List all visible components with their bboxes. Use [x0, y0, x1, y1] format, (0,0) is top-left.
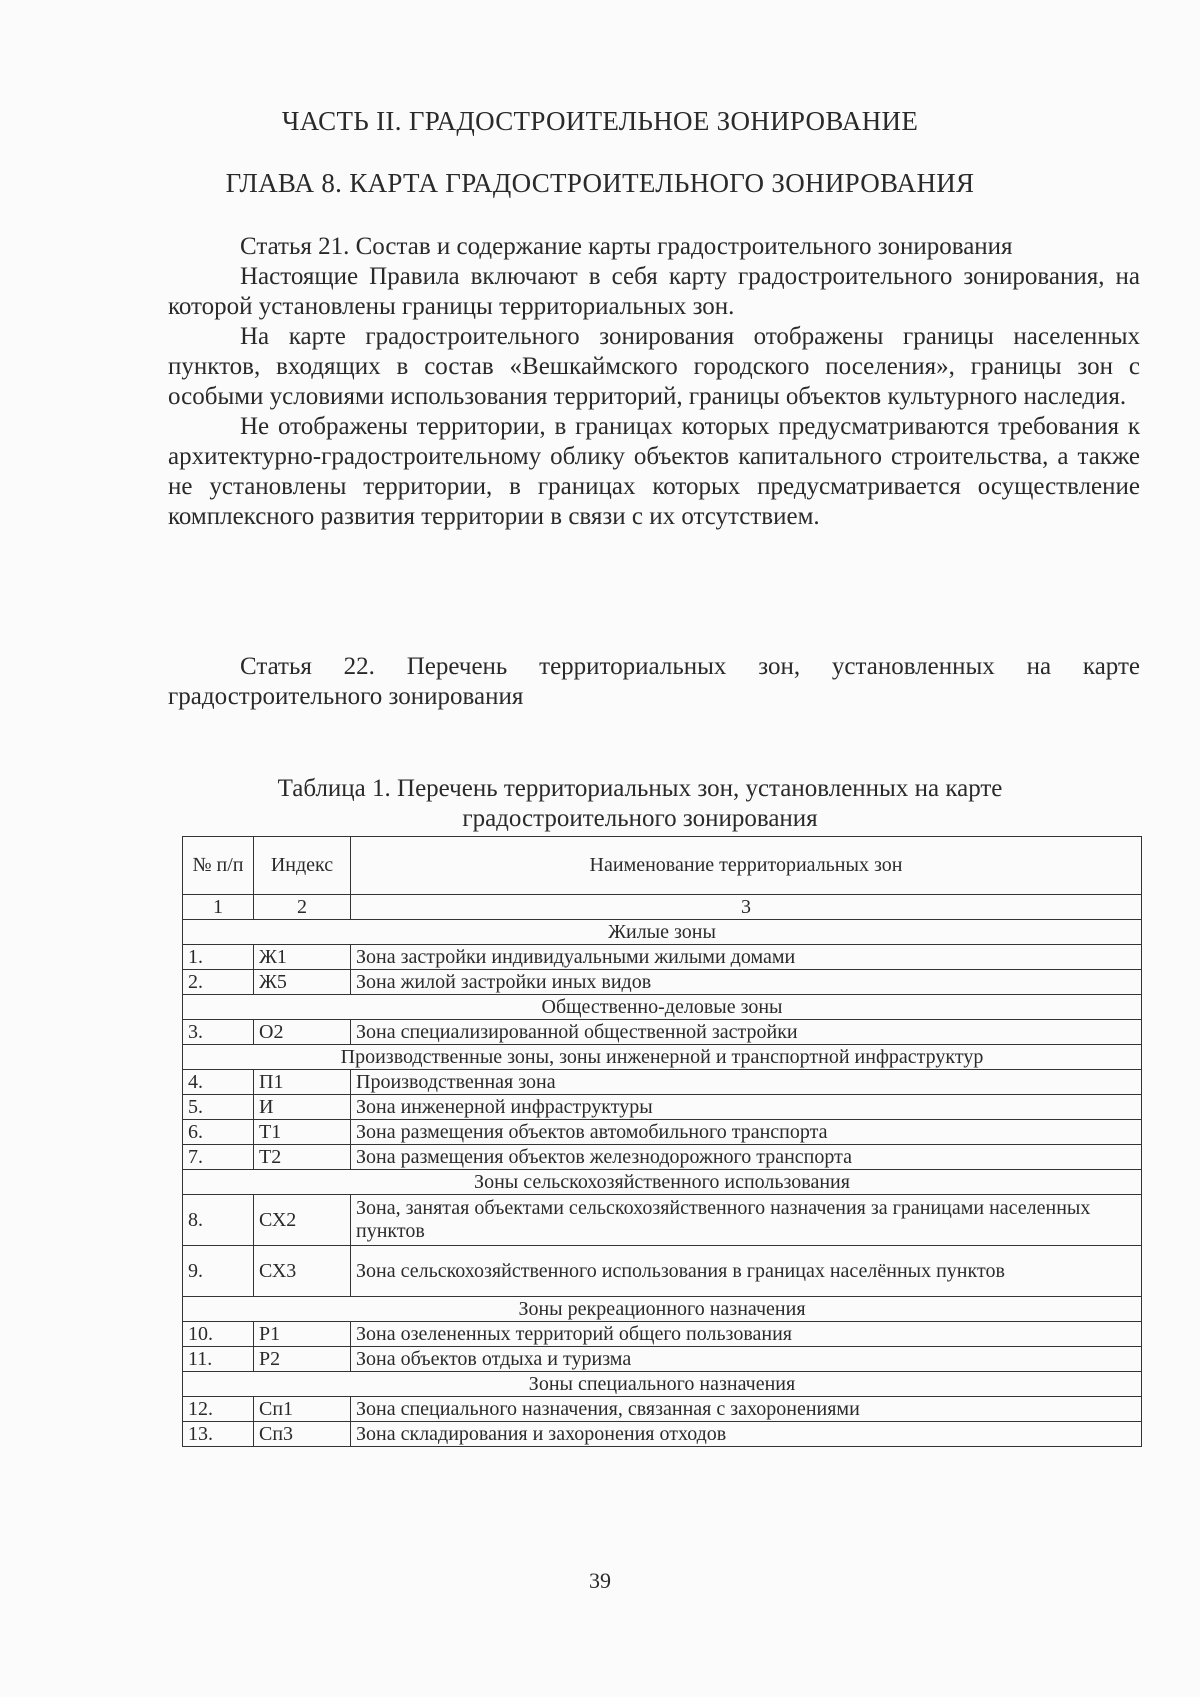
article-21 — [168, 232, 1140, 532]
zone-name: Зона объектов отдыха и туризма — [351, 1347, 1142, 1372]
column-numbers-row — [183, 895, 1142, 920]
zone-name: Зона инженерной инфраструктуры — [351, 1095, 1142, 1120]
table-row — [183, 1020, 1142, 1045]
row-number: 5. — [183, 1095, 254, 1120]
table-row — [183, 1095, 1142, 1120]
row-number: 3. — [183, 1020, 254, 1045]
row-number: 6. — [183, 1120, 254, 1145]
row-number: 8. — [183, 1195, 254, 1246]
article-21-paragraph: На карте градостроительного зонирования отображены границы населенных пунктов, входящих в состав «Вешкаймского городского поселения», границы зон с особыми условиями использования территорий, границы объектов культурного наследия. — [168, 323, 1140, 410]
zone-index: Ж5 — [254, 970, 351, 995]
table-row — [183, 1246, 1142, 1297]
row-number: 10. — [183, 1322, 254, 1347]
zone-index: П1 — [254, 1070, 351, 1095]
zone-name: Зона специализированной общественной застройки — [351, 1020, 1142, 1045]
table-row — [183, 1422, 1142, 1447]
zone-index: Сп3 — [254, 1422, 351, 1447]
section-title: Жилые зоны — [183, 920, 1142, 945]
header-index: Индекс — [254, 837, 351, 895]
zone-index: СХ2 — [254, 1195, 351, 1246]
row-number: 13. — [183, 1422, 254, 1447]
zone-index: Р1 — [254, 1322, 351, 1347]
article-21-title: Статья 21. Состав и содержание карты градостроительного зонирования — [240, 233, 1013, 260]
section-title: Зоны рекреационного назначения — [183, 1297, 1142, 1322]
article-22 — [168, 652, 1140, 712]
row-number: 12. — [183, 1397, 254, 1422]
table-row — [183, 1120, 1142, 1145]
table-row — [183, 1145, 1142, 1170]
zone-index: И — [254, 1095, 351, 1120]
row-number: 7. — [183, 1145, 254, 1170]
header-name: Наименование территориальных зон — [351, 837, 1142, 895]
section-title: Зоны специального назначения — [183, 1372, 1142, 1397]
zone-index: СХ3 — [254, 1246, 351, 1297]
table-section-row — [183, 1372, 1142, 1397]
table-section-row — [183, 1297, 1142, 1322]
table-row — [183, 1347, 1142, 1372]
zone-name: Зона размещения объектов железнодорожного транспорта — [351, 1145, 1142, 1170]
table-row — [183, 1322, 1142, 1347]
row-number: 2. — [183, 970, 254, 995]
table-section-row — [183, 995, 1142, 1020]
table-header-row — [183, 837, 1142, 895]
row-number: 11. — [183, 1347, 254, 1372]
zone-index: Т1 — [254, 1120, 351, 1145]
chapter-heading: ГЛАВА 8. КАРТА ГРАДОСТРОИТЕЛЬНОГО ЗОНИРОВАНИЯ — [225, 168, 975, 198]
zones-table — [182, 836, 1142, 1447]
zone-name: Зона жилой застройки иных видов — [351, 970, 1142, 995]
row-number: 4. — [183, 1070, 254, 1095]
zone-name: Зона специального назначения, связанная с захоронениями — [351, 1397, 1142, 1422]
table-row — [183, 970, 1142, 995]
row-number: 9. — [183, 1246, 254, 1297]
table-section-row — [183, 1045, 1142, 1070]
zone-index: Т2 — [254, 1145, 351, 1170]
table-section-row — [183, 1170, 1142, 1195]
table-caption: Таблица 1. Перечень территориальных зон, установленных на карте градостроительного зонирования — [277, 775, 1003, 832]
section-title: Зоны сельскохозяйственного использования — [183, 1170, 1142, 1195]
part-heading: ЧАСТЬ II. ГРАДОСТРОИТЕЛЬНОЕ ЗОНИРОВАНИЕ — [281, 106, 919, 136]
column-number: 3 — [351, 895, 1142, 920]
row-number: 1. — [183, 945, 254, 970]
zone-name: Зона размещения объектов автомобильного транспорта — [351, 1120, 1142, 1145]
page-number: 39 — [589, 1568, 611, 1593]
zone-name: Зона застройки индивидуальными жилыми домами — [351, 945, 1142, 970]
zone-name: Зона озелененных территорий общего пользования — [351, 1322, 1142, 1347]
section-title: Общественно-деловые зоны — [183, 995, 1142, 1020]
zone-name: Производственная зона — [351, 1070, 1142, 1095]
article-21-paragraph: Настоящие Правила включают в себя карту градостроительного зонирования, на которой установлены границы территориальных зон. — [168, 263, 1140, 320]
column-number: 2 — [254, 895, 351, 920]
table-row — [183, 1070, 1142, 1095]
table-row — [183, 1195, 1142, 1246]
zone-name: Зона складирования и захоронения отходов — [351, 1422, 1142, 1447]
table-section-row — [183, 920, 1142, 945]
article-22-title: Статья 22. Перечень территориальных зон, установленных на карте градостроительного зонирования — [168, 653, 1140, 710]
zone-index: О2 — [254, 1020, 351, 1045]
zone-name: Зона, занятая объектами сельскохозяйственного назначения за границами населенных пунктов — [351, 1195, 1142, 1246]
table-row — [183, 945, 1142, 970]
section-title: Производственные зоны, зоны инженерной и транспортной инфраструктур — [183, 1045, 1142, 1070]
column-number: 1 — [183, 895, 254, 920]
zone-index: Ж1 — [254, 945, 351, 970]
article-21-paragraph: Не отображены территории, в границах которых предусматриваются требования к архитектурно-градостроительному облику объектов капитального строительства, а также не установлены территории, в границах которых предусматривается осуществление комплексного развития территории в связи с их отсутствием. — [168, 413, 1140, 530]
header-num: № п/п — [183, 837, 254, 895]
table-row — [183, 1397, 1142, 1422]
zone-index: Сп1 — [254, 1397, 351, 1422]
zone-name: Зона сельскохозяйственного использования в границах населённых пунктов — [351, 1246, 1142, 1297]
zone-index: Р2 — [254, 1347, 351, 1372]
